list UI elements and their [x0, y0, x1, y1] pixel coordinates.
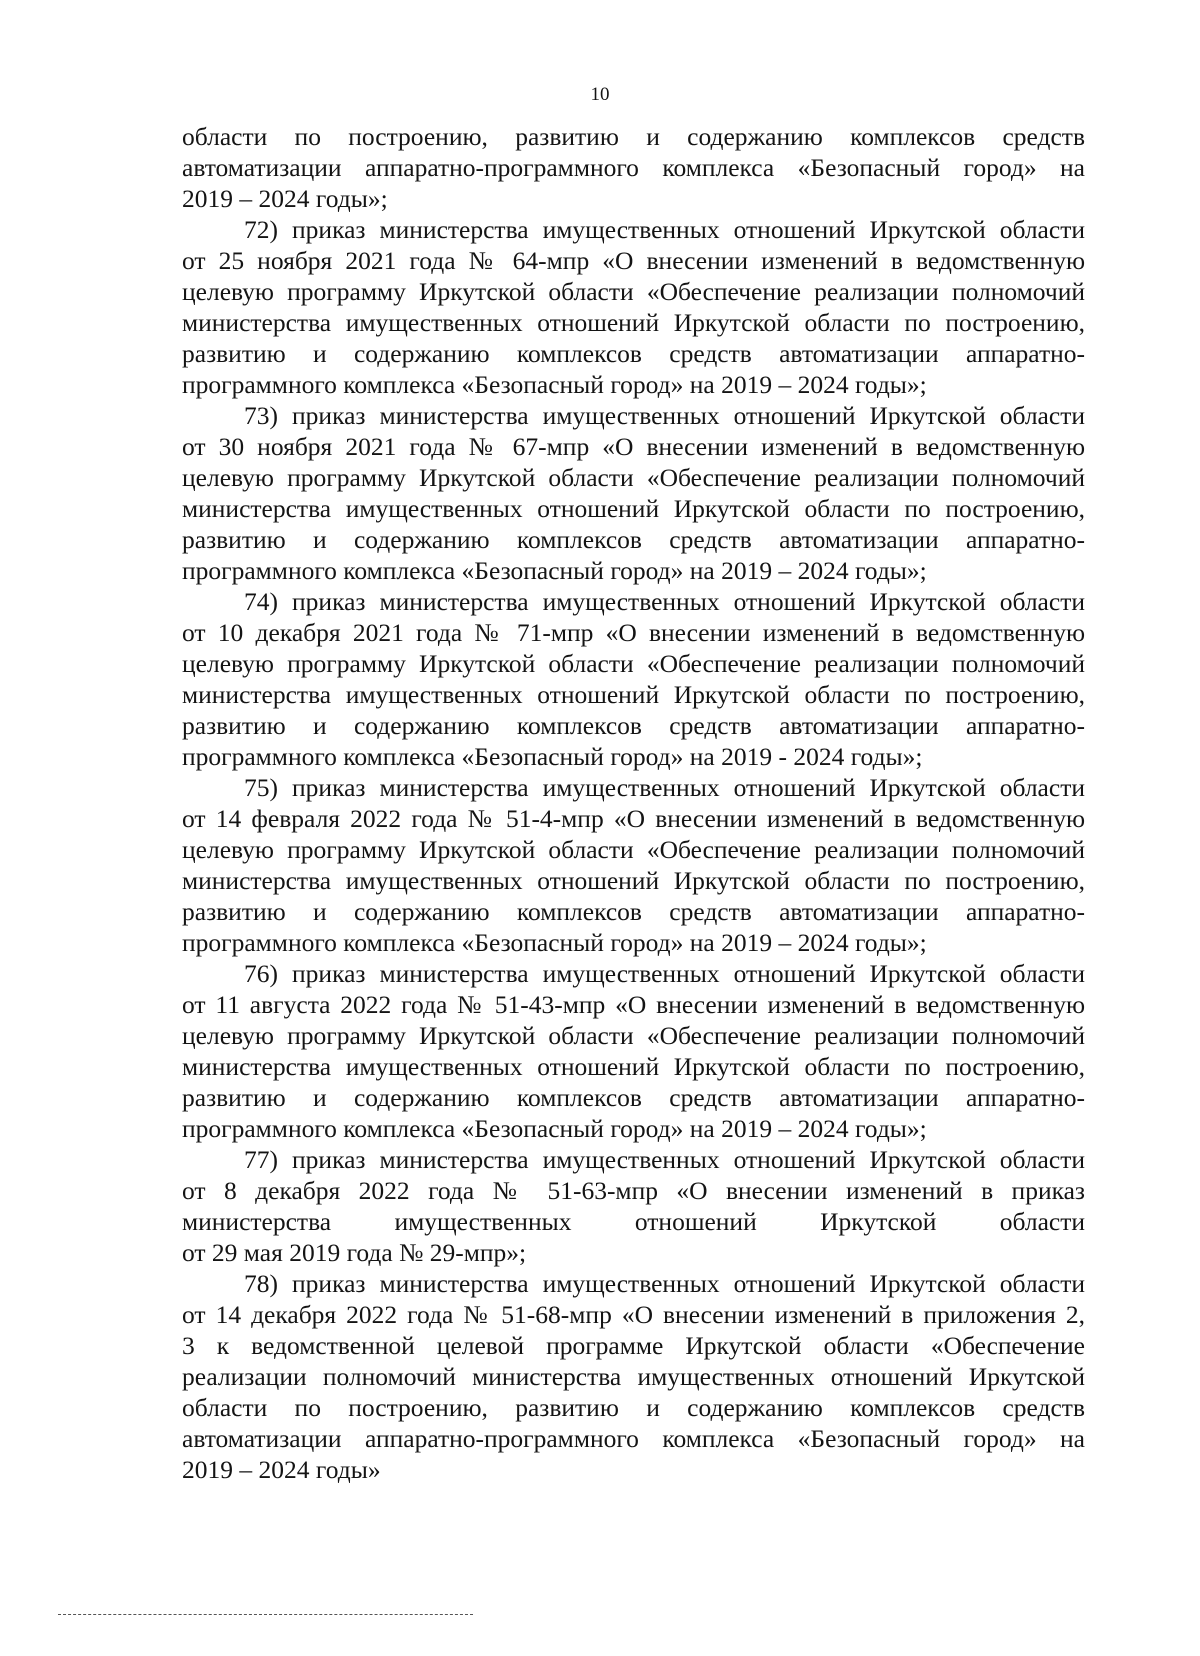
text-line: целевую программу Иркутской области «Обеспечение реализации полномочий: [182, 463, 1085, 492]
text-line: программного комплекса «Безопасный город» на 2019 – 2024 годы»;: [182, 1114, 927, 1143]
text-line: министерства имущественных отношений Иркутской области по построению,: [182, 866, 1085, 895]
text-line: от 30 ноября 2021 года № 67-мпр «О внесении изменений в ведомственную: [182, 432, 1085, 461]
text-line: целевую программу Иркутской области «Обеспечение реализации полномочий: [182, 277, 1085, 306]
text-line: от 14 декабря 2022 года № 51-68-мпр «О внесении изменений в приложения 2,: [182, 1300, 1085, 1329]
text-line: развитию и содержанию комплексов средств автоматизации аппаратно-: [182, 1083, 1085, 1112]
text-line: программного комплекса «Безопасный город» на 2019 – 2024 годы»;: [182, 370, 927, 399]
text-line: 3 к ведомственной целевой программе Иркутской области «Обеспечение: [182, 1331, 1085, 1360]
text-line: 2019 – 2024 годы»;: [182, 184, 388, 213]
text-line: целевую программу Иркутской области «Обеспечение реализации полномочий: [182, 835, 1085, 864]
text-line: развитию и содержанию комплексов средств автоматизации аппаратно-: [182, 525, 1085, 554]
list-item-74-line: 74) приказ министерства имущественных отношений Иркутской области: [244, 587, 1085, 616]
list-item-75-line: 75) приказ министерства имущественных отношений Иркутской области: [244, 773, 1085, 802]
text-line: от 14 февраля 2022 года № 51-4-мпр «О внесении изменений в ведомственную: [182, 804, 1085, 833]
text-line: развитию и содержанию комплексов средств автоматизации аппаратно-: [182, 711, 1085, 740]
text-line: области по построению, развитию и содержанию комплексов средств: [182, 122, 1085, 151]
text-line: автоматизации аппаратно-программного комплекса «Безопасный город» на: [182, 1424, 1085, 1453]
text-line: области по построению, развитию и содержанию комплексов средств: [182, 1393, 1085, 1422]
text-line: министерства имущественных отношений Иркутской области по построению,: [182, 308, 1085, 337]
text-line: министерства имущественных отношений Иркутской области по построению,: [182, 680, 1085, 709]
text-line: программного комплекса «Безопасный город» на 2019 – 2024 годы»;: [182, 928, 927, 957]
list-item-77-line: 77) приказ министерства имущественных отношений Иркутской области: [244, 1145, 1085, 1174]
text-line: 2019 – 2024 годы»: [182, 1455, 381, 1484]
text-line: от 11 августа 2022 года № 51-43-мпр «О внесении изменений в ведомственную: [182, 990, 1085, 1019]
list-item-73-line: 73) приказ министерства имущественных отношений Иркутской области: [244, 401, 1085, 430]
text-line: от 29 мая 2019 года № 29-мпр»;: [182, 1238, 527, 1267]
list-item-78-line: 78) приказ министерства имущественных отношений Иркутской области: [244, 1269, 1085, 1298]
text-line: целевую программу Иркутской области «Обеспечение реализации полномочий: [182, 649, 1085, 678]
text-line: министерства имущественных отношений Иркутской области по построению,: [182, 494, 1085, 523]
text-line: от 8 декабря 2022 года № 51-63-мпр «О внесении изменений в приказ: [182, 1176, 1085, 1205]
text-line: развитию и содержанию комплексов средств автоматизации аппаратно-: [182, 339, 1085, 368]
text-line: развитию и содержанию комплексов средств автоматизации аппаратно-: [182, 897, 1085, 926]
text-line: автоматизации аппаратно-программного комплекса «Безопасный город» на: [182, 153, 1085, 182]
footer-divider: [58, 1614, 473, 1615]
text-line: программного комплекса «Безопасный город» на 2019 – 2024 годы»;: [182, 556, 927, 585]
page-number: 10: [590, 84, 610, 105]
text-line: от 25 ноября 2021 года № 64-мпр «О внесении изменений в ведомственную: [182, 246, 1085, 275]
text-line: программного комплекса «Безопасный город» на 2019 - 2024 годы»;: [182, 742, 923, 771]
text-line: от 10 декабря 2021 года № 71-мпр «О внесении изменений в ведомственную: [182, 618, 1085, 647]
text-line: реализации полномочий министерства имущественных отношений Иркутской: [182, 1362, 1085, 1391]
text-line: целевую программу Иркутской области «Обеспечение реализации полномочий: [182, 1021, 1085, 1050]
text-line: министерства имущественных отношений Иркутской области: [182, 1207, 1085, 1236]
list-item-72-line: 72) приказ министерства имущественных отношений Иркутской области: [244, 215, 1085, 244]
text-line: министерства имущественных отношений Иркутской области по построению,: [182, 1052, 1085, 1081]
list-item-76-line: 76) приказ министерства имущественных отношений Иркутской области: [244, 959, 1085, 988]
